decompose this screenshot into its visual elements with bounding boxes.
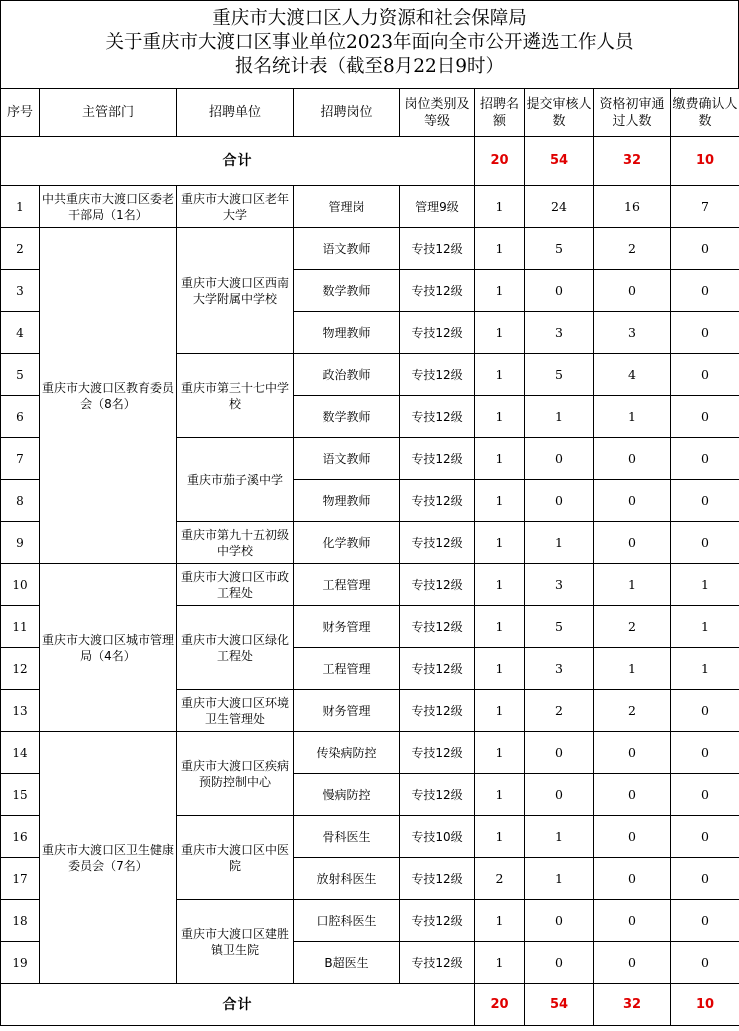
table-row: [1, 732, 739, 774]
summary-row-bottom: [1, 984, 739, 1026]
unit-cell: 重庆市大渡口区中医院: [177, 816, 294, 900]
unit-cell: 重庆市大渡口区疾病预防控制中心: [177, 732, 294, 816]
header-quota: 招聘名额: [475, 89, 525, 137]
header-paid: 缴费确认人数: [671, 89, 739, 137]
row-quota: 1: [475, 732, 525, 774]
row-post: 财务管理: [294, 606, 400, 648]
row-submitted: 0: [525, 774, 594, 816]
table-row: [1, 564, 739, 606]
row-paid: 1: [671, 564, 739, 606]
row-passed: 0: [594, 942, 671, 984]
unit-cell: 重庆市大渡口区市政工程处: [177, 564, 294, 606]
row-quota: 1: [475, 270, 525, 312]
row-quota: 1: [475, 774, 525, 816]
summary-label: 合计: [1, 984, 475, 1026]
unit-cell: 重庆市茄子溪中学: [177, 438, 294, 522]
unit-cell: 重庆市大渡口区老年大学: [177, 186, 294, 228]
row-paid: 0: [671, 522, 739, 564]
row-seq: 14: [1, 732, 40, 774]
row-quota: 1: [475, 900, 525, 942]
row-paid: 0: [671, 354, 739, 396]
row-quota: 1: [475, 606, 525, 648]
row-quota: 1: [475, 816, 525, 858]
row-post: 化学教师: [294, 522, 400, 564]
row-submitted: 0: [525, 732, 594, 774]
row-passed: 2: [594, 690, 671, 732]
title-line-2: 关于重庆市大渡口区事业单位2023年面向全市公开遴选工作人员: [105, 32, 634, 53]
row-paid: 0: [671, 732, 739, 774]
header-seq: 序号: [1, 89, 40, 137]
row-submitted: 5: [525, 228, 594, 270]
row-paid: 0: [671, 480, 739, 522]
row-submitted: 3: [525, 312, 594, 354]
row-passed: 2: [594, 228, 671, 270]
row-level: 专技12级: [400, 312, 475, 354]
row-passed: 0: [594, 900, 671, 942]
row-submitted: 1: [525, 816, 594, 858]
row-quota: 1: [475, 396, 525, 438]
row-passed: 0: [594, 522, 671, 564]
dept-cell: 重庆市大渡口区城市管理局（4名）: [40, 564, 177, 732]
row-post: 数学教师: [294, 396, 400, 438]
header-post: 招聘岗位: [294, 89, 400, 137]
row-submitted: 5: [525, 354, 594, 396]
row-post: B超医生: [294, 942, 400, 984]
row-post: 慢病防控: [294, 774, 400, 816]
row-seq: 8: [1, 480, 40, 522]
row-level: 专技12级: [400, 396, 475, 438]
row-seq: 10: [1, 564, 40, 606]
unit-cell: 重庆市大渡口区环境卫生管理处: [177, 690, 294, 732]
row-passed: 1: [594, 396, 671, 438]
row-paid: 0: [671, 858, 739, 900]
row-post: 政治教师: [294, 354, 400, 396]
row-paid: 0: [671, 816, 739, 858]
row-quota: 1: [475, 186, 525, 228]
row-quota: 1: [475, 228, 525, 270]
row-submitted: 0: [525, 438, 594, 480]
row-post: 放射科医生: [294, 858, 400, 900]
summary-passed: 32: [594, 984, 671, 1026]
row-level: 专技12级: [400, 900, 475, 942]
summary-quota: 20: [475, 137, 525, 186]
row-submitted: 24: [525, 186, 594, 228]
row-submitted: 1: [525, 396, 594, 438]
row-level: 专技12级: [400, 354, 475, 396]
row-quota: 1: [475, 648, 525, 690]
row-passed: 0: [594, 858, 671, 900]
row-post: 口腔科医生: [294, 900, 400, 942]
dept-cell: 中共重庆市大渡口区委老干部局（1名）: [40, 186, 177, 228]
summary-paid: 10: [671, 984, 739, 1026]
registration-table: [0, 88, 739, 1026]
row-submitted: 0: [525, 480, 594, 522]
row-paid: 0: [671, 690, 739, 732]
row-seq: 13: [1, 690, 40, 732]
row-paid: 0: [671, 438, 739, 480]
row-seq: 2: [1, 228, 40, 270]
row-seq: 1: [1, 186, 40, 228]
row-level: 专技12级: [400, 942, 475, 984]
header-submitted: 提交审核人数: [525, 89, 594, 137]
row-paid: 0: [671, 942, 739, 984]
table-row: [1, 186, 739, 228]
summary-submitted: 54: [525, 984, 594, 1026]
row-seq: 16: [1, 816, 40, 858]
summary-label: 合计: [1, 137, 475, 186]
row-submitted: 2: [525, 690, 594, 732]
row-paid: 0: [671, 774, 739, 816]
header-row: [1, 89, 739, 137]
row-passed: 0: [594, 270, 671, 312]
row-post: 管理岗: [294, 186, 400, 228]
row-passed: 1: [594, 648, 671, 690]
row-post: 骨科医生: [294, 816, 400, 858]
row-post: 工程管理: [294, 564, 400, 606]
row-paid: 1: [671, 648, 739, 690]
summary-quota: 20: [475, 984, 525, 1026]
row-passed: 4: [594, 354, 671, 396]
row-submitted: 1: [525, 522, 594, 564]
row-passed: 16: [594, 186, 671, 228]
summary-paid: 10: [671, 137, 739, 186]
row-paid: 0: [671, 228, 739, 270]
row-seq: 19: [1, 942, 40, 984]
row-level: 管理9级: [400, 186, 475, 228]
unit-cell: 重庆市第九十五初级中学校: [177, 522, 294, 564]
row-submitted: 0: [525, 900, 594, 942]
row-level: 专技12级: [400, 564, 475, 606]
row-level: 专技12级: [400, 228, 475, 270]
row-level: 专技12级: [400, 858, 475, 900]
row-passed: 2: [594, 606, 671, 648]
row-quota: 1: [475, 354, 525, 396]
row-passed: 0: [594, 732, 671, 774]
title-line-1: 重庆市大渡口区人力资源和社会保障局: [212, 8, 527, 29]
row-submitted: 5: [525, 606, 594, 648]
row-seq: 7: [1, 438, 40, 480]
row-level: 专技12级: [400, 480, 475, 522]
row-level: 专技12级: [400, 438, 475, 480]
row-level: 专技10级: [400, 816, 475, 858]
row-seq: 6: [1, 396, 40, 438]
row-passed: 3: [594, 312, 671, 354]
row-level: 专技12级: [400, 606, 475, 648]
header-level: 岗位类别及等级: [400, 89, 475, 137]
row-post: 工程管理: [294, 648, 400, 690]
row-seq: 18: [1, 900, 40, 942]
summary-passed: 32: [594, 137, 671, 186]
summary-submitted: 54: [525, 137, 594, 186]
row-quota: 1: [475, 522, 525, 564]
row-quota: 1: [475, 438, 525, 480]
row-paid: 0: [671, 900, 739, 942]
row-level: 专技12级: [400, 732, 475, 774]
row-level: 专技12级: [400, 774, 475, 816]
row-seq: 5: [1, 354, 40, 396]
row-level: 专技12级: [400, 270, 475, 312]
header-dept: 主管部门: [40, 89, 177, 137]
row-submitted: 3: [525, 648, 594, 690]
row-level: 专技12级: [400, 690, 475, 732]
row-post: 数学教师: [294, 270, 400, 312]
row-submitted: 0: [525, 942, 594, 984]
row-passed: 0: [594, 774, 671, 816]
row-submitted: 1: [525, 858, 594, 900]
row-seq: 12: [1, 648, 40, 690]
row-post: 物理教师: [294, 480, 400, 522]
unit-cell: 重庆市大渡口区建胜镇卫生院: [177, 900, 294, 984]
row-quota: 1: [475, 690, 525, 732]
row-seq: 9: [1, 522, 40, 564]
row-passed: 0: [594, 816, 671, 858]
row-seq: 3: [1, 270, 40, 312]
unit-cell: 重庆市第三十七中学校: [177, 354, 294, 438]
header-unit: 招聘单位: [177, 89, 294, 137]
row-quota: 1: [475, 564, 525, 606]
row-seq: 17: [1, 858, 40, 900]
row-quota: 1: [475, 942, 525, 984]
dept-cell: 重庆市大渡口区教育委员会（8名）: [40, 228, 177, 564]
summary-row-top: [1, 137, 739, 186]
row-post: 传染病防控: [294, 732, 400, 774]
table-row: [1, 228, 739, 270]
row-quota: 1: [475, 312, 525, 354]
row-post: 语文教师: [294, 228, 400, 270]
row-submitted: 3: [525, 564, 594, 606]
row-paid: 1: [671, 606, 739, 648]
row-quota: 2: [475, 858, 525, 900]
row-passed: 0: [594, 438, 671, 480]
row-level: 专技12级: [400, 522, 475, 564]
row-seq: 4: [1, 312, 40, 354]
row-passed: 1: [594, 564, 671, 606]
row-post: 财务管理: [294, 690, 400, 732]
row-post: 物理教师: [294, 312, 400, 354]
unit-cell: 重庆市大渡口区绿化工程处: [177, 606, 294, 690]
row-level: 专技12级: [400, 648, 475, 690]
row-paid: 0: [671, 396, 739, 438]
row-passed: 0: [594, 480, 671, 522]
row-seq: 15: [1, 774, 40, 816]
header-passed: 资格初审通过人数: [594, 89, 671, 137]
row-paid: 7: [671, 186, 739, 228]
row-seq: 11: [1, 606, 40, 648]
row-paid: 0: [671, 312, 739, 354]
row-quota: 1: [475, 480, 525, 522]
title-line-3: 报名统计表（截至8月22日9时）: [234, 56, 505, 77]
row-submitted: 0: [525, 270, 594, 312]
row-post: 语文教师: [294, 438, 400, 480]
document-title: [0, 0, 739, 88]
dept-cell: 重庆市大渡口区卫生健康委员会（7名）: [40, 732, 177, 984]
row-paid: 0: [671, 270, 739, 312]
unit-cell: 重庆市大渡口区西南大学附属中学校: [177, 228, 294, 354]
